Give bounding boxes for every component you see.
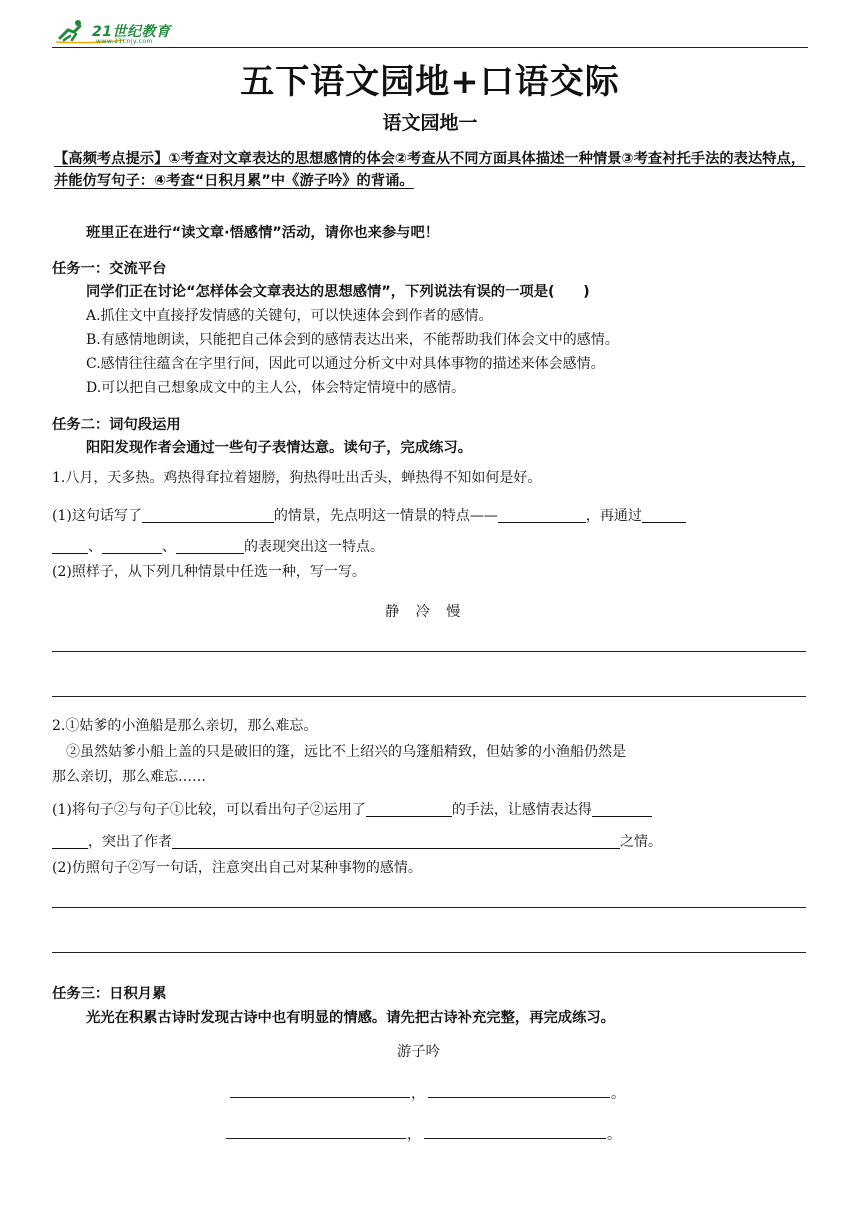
activity-intro: 班里正在进行“读文章·悟感情”活动，请你也来参与吧！ bbox=[86, 225, 440, 241]
writing-line[interactable] bbox=[52, 651, 806, 652]
task2-q1-sentence: 1.八月，天多热。鸡热得耷拉着翅膀，狗热得吐出舌头，蝉热得不知如何是好。 bbox=[52, 470, 542, 486]
answer-blank-example-2[interactable] bbox=[102, 537, 162, 554]
logo-url: www.21cnjy.com bbox=[96, 38, 153, 45]
answer-blank-example-1b[interactable] bbox=[52, 537, 88, 554]
answer-blank-feature[interactable] bbox=[498, 506, 586, 523]
task2-q2-sentence2a: ②虽然姑爹小船上盖的只是破旧的篷，远比不上绍兴的乌篷船精致，但姑爹的小渔船仍然是 bbox=[66, 744, 626, 760]
writing-line[interactable] bbox=[52, 907, 806, 908]
task1-heading: 任务一：交流平台 bbox=[52, 261, 167, 277]
task2-q1-part1-line1: (1)这句话写了 的情景，先点明这一情景的特点—— ，再通过 bbox=[52, 505, 686, 525]
task3-heading: 任务三：日积月累 bbox=[52, 986, 167, 1002]
poem-line-2b[interactable] bbox=[424, 1138, 606, 1139]
logo-text: 21世纪教育 bbox=[92, 24, 171, 40]
task2-q1-part2: (2)照样子，从下列几种情景中任选一种，写一写。 bbox=[52, 564, 366, 580]
poem-line-1a[interactable] bbox=[230, 1097, 410, 1098]
answer-blank-scene[interactable] bbox=[142, 506, 274, 523]
answer-blank-technique[interactable] bbox=[366, 800, 452, 817]
task2-heading: 任务二：词句段运用 bbox=[52, 417, 181, 433]
poem-period: 。 bbox=[611, 1086, 626, 1102]
poem-title: 游子吟 bbox=[397, 1044, 440, 1060]
task1-option-c: C.感情往往蕴含在字里行间，因此可以通过分析文中对具体事物的描述来体会感情。 bbox=[86, 356, 605, 372]
answer-blank-example-1a[interactable] bbox=[642, 506, 686, 523]
poem-line-1b[interactable] bbox=[428, 1097, 610, 1098]
answer-blank-emotion[interactable] bbox=[172, 832, 620, 849]
task2-q2-part2: (2)仿照句子②写一句话，注意突出自己对某种事物的感情。 bbox=[52, 860, 422, 876]
task2-q2-part1-line1: (1)将句子②与句子①比较，可以看出句子②运用了 的手法，让感情表达得 bbox=[52, 799, 652, 819]
answer-blank-example-3[interactable] bbox=[176, 537, 244, 554]
page-subtitle: 语文园地一 bbox=[382, 112, 478, 134]
poem-period: 。 bbox=[607, 1127, 622, 1143]
task2-q1-choices: 静 冷 慢 bbox=[385, 604, 462, 620]
task2-q2-part1-line2: ，突出了作者 之情。 bbox=[52, 831, 662, 851]
exam-hint: 【高频考点提示】①考查对文章表达的思想感情的体会②考查从不同方面具体描述一种情景③考查衬托手法的表达特点，并能仿写句子：④考查“日积月累”中《游子吟》的背诵。 bbox=[54, 151, 806, 189]
answer-blank-degree-b[interactable] bbox=[52, 832, 88, 849]
task1-option-a: A.抓住文中直接抒发情感的关键句，可以快速体会到作者的感情。 bbox=[86, 308, 493, 324]
page-title: 五下语文园地+口语交际 bbox=[240, 62, 620, 102]
task2-q2-sentence2b: 那么亲切，那么难忘…… bbox=[52, 769, 206, 785]
task2-q2-sentence1: 2.①姑爹的小渔船是那么亲切，那么难忘。 bbox=[52, 718, 318, 734]
poem-line-2a[interactable] bbox=[226, 1138, 406, 1139]
task3-intro: 光光在积累古诗时发现古诗中也有明显的情感。请先把古诗补充完整，再完成练习。 bbox=[86, 1010, 615, 1026]
writing-line[interactable] bbox=[52, 952, 806, 953]
poem-comma: ， bbox=[411, 1086, 426, 1102]
task1-option-d: D.可以把自己想象成文中的主人公，体会特定情境中的感情。 bbox=[86, 380, 466, 396]
task1-option-b: B.有感情地朗读，只能把自己体会到的感情表达出来，不能帮助我们体会文中的感情。 bbox=[86, 332, 619, 348]
poem-comma: ， bbox=[407, 1127, 422, 1143]
writing-line[interactable] bbox=[52, 696, 806, 697]
task1-question: 同学们正在讨论“怎样体会文章表达的思想感情”，下列说法有误的一项是( ) bbox=[86, 284, 590, 300]
header-rule bbox=[52, 47, 808, 48]
answer-blank-degree-a[interactable] bbox=[592, 800, 652, 817]
task2-q1-part1-line2: 、 、 的表现突出这一特点。 bbox=[52, 536, 384, 556]
task2-intro: 阳阳发现作者会通过一些句子表情达意。读句子，完成练习。 bbox=[86, 440, 473, 456]
